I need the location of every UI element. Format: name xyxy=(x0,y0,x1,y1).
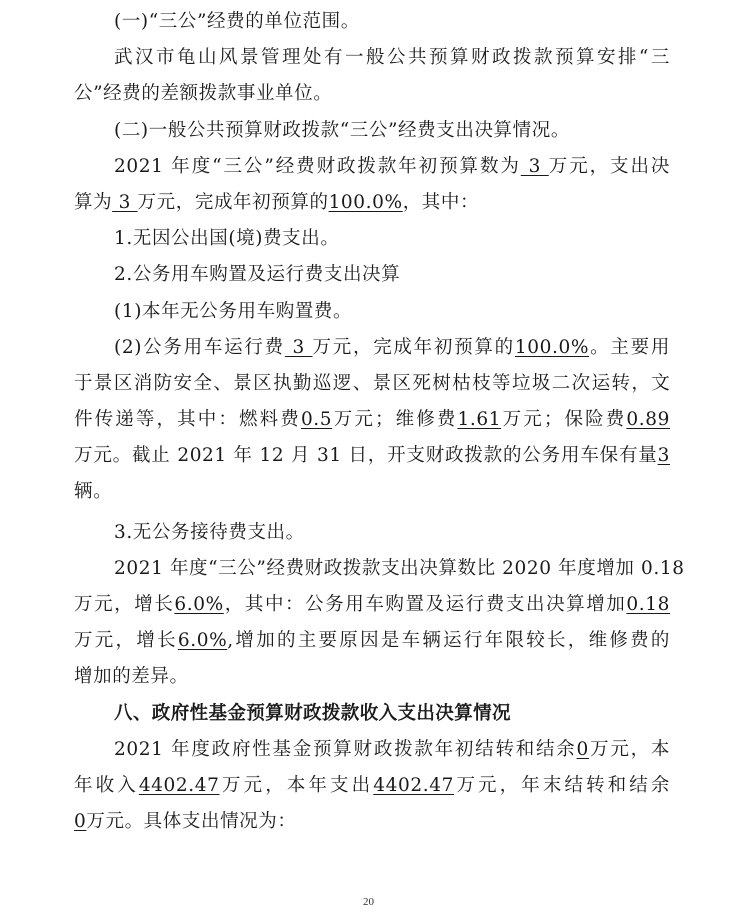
paragraph-line xyxy=(74,294,670,330)
paragraph-line xyxy=(74,257,670,293)
underlined-value: 3 xyxy=(657,445,670,467)
paragraph-line xyxy=(74,40,670,76)
paragraph-text: 万元，增长 xyxy=(74,630,178,652)
document-body xyxy=(74,4,685,840)
paragraph-text: 万元，本 xyxy=(588,738,671,760)
paragraph-text: 于景区消防安全、景区执勤巡逻、景区死树枯枝等垃圾二次运转，文 xyxy=(74,372,670,394)
paragraph-text: 2.公务用车购置及运行费支出决算 xyxy=(114,264,401,286)
page-number: 20 xyxy=(363,896,374,908)
paragraph-text: 2021 年度政府性基金预算财政拨款年初结转和结余 xyxy=(114,738,577,760)
underlined-value: 3 xyxy=(520,155,549,177)
underlined-value: 4402.47 xyxy=(373,774,454,796)
paragraph-text: (2)公务用车运行费 xyxy=(114,336,285,358)
paragraph-text: 武汉市龟山风景管理处有一般公共预算财政拨款预算安排“三 xyxy=(114,47,670,69)
paragraph-text: 辆。 xyxy=(74,481,113,503)
paragraph-text: 2021 年度“三公”经费财政拨款支出决算数比 2020 年度增加 0.18 xyxy=(114,557,685,579)
paragraph-text: 件传递等，其中：燃料费 xyxy=(74,409,301,431)
paragraph-text: 算为 xyxy=(74,191,113,213)
paragraph-text: ，其中：公务用车购置及运行费支出决算增加 xyxy=(223,594,627,615)
paragraph-text: ,增加的主要原因是车辆运行年限较长，维修费的 xyxy=(227,630,670,652)
subheading-expenditure-text: (二)一般公共预算财政拨款“三公”经费支出决算情况。 xyxy=(114,119,570,141)
section-heading xyxy=(74,696,670,732)
subheading-scope-text: (一)“三公”经费的单位范围。 xyxy=(114,11,360,32)
underlined-value: 0.18 xyxy=(626,594,670,615)
paragraph-line xyxy=(74,221,670,257)
paragraph-line xyxy=(74,768,670,804)
underlined-value: 3 xyxy=(112,191,138,213)
paragraph-text: 万元，本年支出 xyxy=(219,774,374,796)
paragraph-line xyxy=(74,402,670,438)
paragraph-line xyxy=(74,330,670,366)
underlined-value: 100.0% xyxy=(514,336,590,358)
subheading-scope xyxy=(74,4,670,40)
paragraph-text: 年收入 xyxy=(74,774,139,796)
paragraph-text: 万元，增长 xyxy=(74,594,175,615)
paragraph-line xyxy=(74,587,670,623)
paragraph-text: (1)本年无公务用车购置费。 xyxy=(114,300,353,322)
paragraph-line xyxy=(74,732,670,768)
paragraph-line xyxy=(74,185,670,221)
paragraph-text: 增加的差异。 xyxy=(74,666,189,688)
underlined-value: 6.0% xyxy=(177,630,228,652)
subheading-expenditure xyxy=(74,113,670,149)
paragraph-text: 公”经费的差额拨款事业单位。 xyxy=(74,83,333,105)
paragraph-text: 1.无因公出国(境)费支出。 xyxy=(114,228,340,250)
paragraph-text: 万元；保险费 xyxy=(501,409,627,431)
underlined-value: 0.5 xyxy=(300,409,333,431)
paragraph-line xyxy=(74,76,670,112)
paragraph-line xyxy=(74,804,670,840)
paragraph-text: 万元，年末结转和结余 xyxy=(453,774,670,796)
paragraph-line xyxy=(74,659,670,695)
paragraph-text: 万元，支出决 xyxy=(548,155,670,177)
underlined-value: 4402.47 xyxy=(138,774,220,796)
underlined-value: 1.61 xyxy=(457,409,502,431)
paragraph-text: 万元，完成年初预算的 xyxy=(137,191,329,213)
paragraph-text: 。主要用 xyxy=(589,336,670,358)
paragraph-line xyxy=(74,515,670,551)
paragraph-text: 万元。具体支出情况为： xyxy=(86,811,297,833)
paragraph-line xyxy=(74,366,670,402)
paragraph-line xyxy=(74,623,670,659)
paragraph-line xyxy=(74,438,670,474)
paragraph-line xyxy=(74,149,670,185)
paragraph-text: 万元。截止 2021 年 12 月 31 日，开支财政拨款的公务用车保有量 xyxy=(74,445,658,467)
underlined-value: 0.89 xyxy=(626,409,670,431)
paragraph-text: 万元，完成年初预算的 xyxy=(312,336,515,358)
underlined-value: 0 xyxy=(74,811,87,833)
underlined-value: 0 xyxy=(576,738,589,760)
paragraph-line xyxy=(74,551,685,587)
underlined-value: 100.0% xyxy=(328,191,403,213)
section-heading-text: 八、政府性基金预算财政拨款收入支出决算情况 xyxy=(114,702,511,724)
underlined-value: 3 xyxy=(284,336,313,358)
paragraph-text: 万元；维修费 xyxy=(332,409,458,431)
paragraph-text: 3.无公务接待费支出。 xyxy=(114,521,305,543)
paragraph-line xyxy=(74,474,670,510)
underlined-value: 6.0% xyxy=(174,594,224,615)
paragraph-text: 2021 年度“三公”经费财政拨款年初预算数为 xyxy=(114,155,521,177)
paragraph-text: ，其中： xyxy=(402,191,480,213)
